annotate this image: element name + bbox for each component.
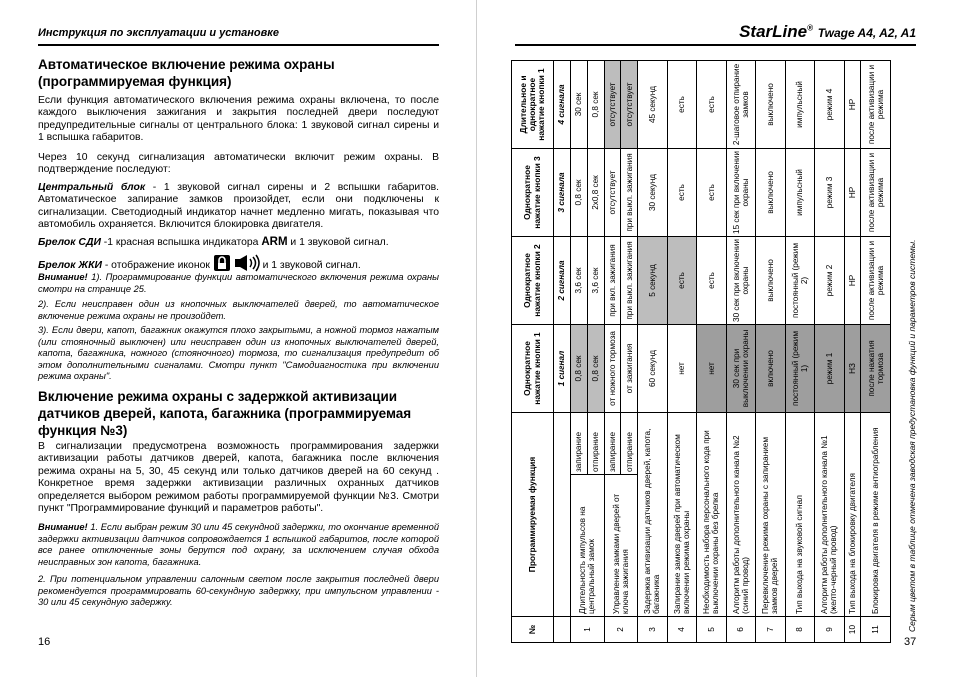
table-row: [604, 60, 621, 642]
cell: 0,8 сек: [570, 148, 587, 236]
section1-note2: 2). Если неисправен один из кнопочных выключателей дверей, то автоматическое включение режима охраны не произойдет.: [38, 299, 439, 321]
cell: режим 4: [815, 60, 844, 148]
sdi-label: Брелок СДИ: [38, 237, 101, 248]
table-row: [815, 60, 844, 642]
cell: 30 сек при выключении охраны: [726, 324, 755, 412]
cell: режим 3: [815, 148, 844, 236]
table-row: [726, 60, 755, 642]
row-func: Задержка активизации датчиков дверей, капота, багажника: [638, 412, 667, 616]
row-sub-label: запирание: [570, 412, 587, 474]
cell: от зажигания: [621, 324, 638, 412]
section1-note1: [38, 272, 439, 295]
row-func: Блокировка двигателя в режиме антиограбления: [861, 412, 891, 616]
row-func: Длительность импульсов на центральный замок: [570, 475, 604, 617]
header-rule-right: [515, 44, 916, 46]
cell: НЗ: [844, 324, 861, 412]
cell: 60 секунд: [638, 324, 667, 412]
cell: 0,8 сек: [587, 60, 604, 148]
cell: НР: [844, 148, 861, 236]
central-unit-text: - 1 звуковой сигнал сирены и 2 вспышки габаритов. Автоматическое запирание замков произойдет, если они подключены к сигнализации. Светодиодный индикатор начнет медленно мигать, показывая что автомобиль охраняется. Включится блокировка двигателя.: [38, 182, 439, 231]
signal-1: 1 сигнал: [554, 324, 571, 412]
row-num: 9: [815, 617, 844, 643]
cell: импульсный: [785, 148, 814, 236]
row-func: Тип выхода на звуковой сигнал: [785, 412, 814, 616]
table-header-row: [512, 60, 554, 642]
section2-note2: 2. При потенциальном управлении салонным светом после закрытия последней двери рекомендуется программировать 60-секундную задержку, при импульсном управлении - 30 или 45 секундную задержку.: [38, 574, 439, 607]
cell: выключено: [756, 60, 785, 148]
row-num: 11: [861, 617, 891, 643]
cell: 3,6 сек: [587, 236, 604, 324]
lcd-text-a: - отображение иконок: [101, 259, 213, 271]
section1-p2: Через 10 секунд сигнализация автоматически включит режим охраны. В подтверждение последуют:: [38, 152, 439, 176]
cell: при выкл. зажигания: [621, 148, 638, 236]
functions-table-wrapper: [511, 63, 891, 643]
signal-3: 3 сигнала: [554, 148, 571, 236]
cell: режим 2: [815, 236, 844, 324]
cell: есть: [667, 60, 696, 148]
cell: 15 сек при включении охраны: [726, 148, 755, 236]
section1-sdi: [38, 236, 439, 249]
right-page: [477, 0, 954, 677]
th-b4: Длительное и однократное нажатие кнопки 1: [512, 60, 554, 148]
cell: 0,8 сек: [587, 324, 604, 412]
cell: при выкл. зажигания: [621, 236, 638, 324]
row-sub-label: запирание: [604, 412, 621, 474]
sdi-text-b: и 1 звуковой сигнал.: [287, 237, 389, 248]
cell: НР: [844, 60, 861, 148]
sdi-text-a: -1 красная вспышка индикатора: [100, 237, 262, 248]
cell: 30 секунд: [638, 148, 667, 236]
row-num: 1: [570, 617, 604, 643]
central-unit-label: Центральный блок: [38, 182, 146, 193]
row-sub-label: отпирание: [587, 412, 604, 474]
row-num: 8: [785, 617, 814, 643]
th-b3: Однократное нажатие кнопки 3: [512, 148, 554, 236]
signal-2: 2 сигнала: [554, 236, 571, 324]
table-row: [667, 60, 696, 642]
cell: есть: [697, 60, 726, 148]
page-header: Инструкция по эксплуатации и установке: [38, 27, 279, 39]
cell: есть: [667, 236, 696, 324]
side-caption: Серым цветом в таблице отмечена заводская предустановка функций и параметров системы.: [907, 239, 917, 632]
row-func: Алгоритм работы дополнительного канала №2 (синий провод): [726, 412, 755, 616]
cell: после активизации и режима: [861, 148, 891, 236]
row-func: Управление замками дверей от ключа зажигания: [604, 475, 638, 617]
table-row: [570, 60, 587, 642]
section1-title: Автоматическое включение режима охраны (программируемая функция): [38, 57, 335, 89]
section2-note1: [38, 522, 439, 568]
cell: нет: [697, 324, 726, 412]
row-num: 4: [667, 617, 696, 643]
cell: постоянный (режим 1): [785, 324, 814, 412]
lcd-label: Брелок ЖКИ: [38, 259, 102, 271]
model-name: Twage A4, A2, A1: [817, 26, 916, 40]
row-num: 2: [604, 617, 638, 643]
cell: отсутствует: [604, 148, 621, 236]
cell: выключено: [756, 148, 785, 236]
arm-indicator: ARM: [261, 236, 288, 248]
row-func: Тип выхода на блокировку двигателя: [844, 412, 861, 616]
table-row: [844, 60, 861, 642]
th-b2: Однократное нажатие кнопки 2: [512, 236, 554, 324]
section1-note3: 3). Если двери, капот, багажник окажутся плохо закрытыми, а ножной тормоз нажатым (или стояночный выключен) или неисправен один из кнопочных выключателей дверей, капота, багажника, ножного (стояночного) тормоза, то сигнализация предупредит об этом дополнительными сигналами. Смотри пункт "Самодиагностика при включении режима охраны".: [38, 325, 439, 381]
cell: НР: [844, 236, 861, 324]
cell: включено: [756, 324, 785, 412]
lcd-text-b: и 1 звуковой сигнал.: [262, 259, 361, 271]
table-row: [756, 60, 785, 642]
th-b1: Однократное нажатие кнопки 1: [512, 324, 554, 412]
cell: есть: [697, 148, 726, 236]
cell: режим 1: [815, 324, 844, 412]
signal-4: 4 сигнала: [554, 60, 571, 148]
cell: 0,8 сек: [570, 324, 587, 412]
note2-text: 1. Если выбран режим 30 или 45 секундной задержки, то окончание временной задержки активизации датчиков сопровождается 1 вспышкой габаритов, после которой все ранее отключенные зоны берутся под охрану, за исключением случая обхода неисправных зон капота, багажника.: [38, 522, 439, 567]
row-sub-label: отпирание: [621, 412, 638, 474]
signals-row: [554, 60, 571, 642]
cell: есть: [667, 148, 696, 236]
row-func: Алгоритм работы дополнительного канала №1 (желто-черный провод): [815, 412, 844, 616]
section1-p1: Если функция автоматического включения режима охраны включена, то после каждого выключения зажигания и закрытия последней двери последуют предупредительные сигналы от центрального блока: 1 звуковой сигнал сирены и 1 вспышка габаритов.: [38, 95, 439, 144]
attention-label-2: Внимание!: [38, 522, 88, 532]
section1-central: [38, 182, 439, 232]
cell: 3,6 сек: [570, 236, 587, 324]
cell: нет: [667, 324, 696, 412]
cell: 5 секунд: [638, 236, 667, 324]
cell: 30 сек: [570, 60, 587, 148]
page-number-right: 37: [904, 636, 917, 648]
section2-title: Включение режима охраны с задержкой активизации датчиков дверей, капота, багажника (программируемая функция №3): [38, 389, 412, 438]
cell: при вкл. зажигания: [604, 236, 621, 324]
cell: от ножного тормоза: [604, 324, 621, 412]
th-num: №: [512, 617, 554, 643]
cell: после активизации и режима: [861, 60, 891, 148]
cell: выключено: [756, 236, 785, 324]
cell: есть: [697, 236, 726, 324]
row-num: 6: [726, 617, 755, 643]
row-num: 3: [638, 617, 667, 643]
table-row: [697, 60, 726, 642]
page-number-left: 16: [38, 636, 51, 648]
cell: 45 секунд: [638, 60, 667, 148]
cell: импульсный: [785, 60, 814, 148]
table-row: [861, 60, 891, 642]
section2-p1: В сигнализации предусмотрена возможность программирования задержки активизации работы датчиков дверей, капота, багажника после включения режима охраны на 5, 30, 45 секунд или только датчиков дверей на 60 секунд . Конкретное время задержки активизации различных охранных датчиков определяется выбором режимом работы программируемой функции №3. Смотри пункт "Программирование функций и параметров работы".: [38, 441, 439, 515]
cell: 2х0,8 сек: [587, 148, 604, 236]
attention-label-1: Внимание!: [38, 272, 88, 282]
th-func: Программируемая функция: [512, 412, 554, 616]
row-func: Перевключение режима охраны с запиранием замков дверей: [756, 412, 785, 616]
cell: после активизации и режима: [861, 236, 891, 324]
cell: отсутствует: [621, 60, 638, 148]
row-func: Необходимость набора персонального кода при выключении охраны без брелка: [697, 412, 726, 616]
cell: постоянный (режим 2): [785, 236, 814, 324]
row-num: 7: [756, 617, 785, 643]
cell: 2-шаговое отпирание замков: [726, 60, 755, 148]
row-num: 10: [844, 617, 861, 643]
row-num: 5: [697, 617, 726, 643]
table-row: [638, 60, 667, 642]
header-rule: [38, 44, 439, 46]
cell: отсутствует: [604, 60, 621, 148]
brand-name: StarLine: [739, 22, 808, 41]
row-func: Запирание замков дверей при автоматическом включении режима охраны: [667, 412, 696, 616]
cell: после нажатия тормоза: [861, 324, 891, 412]
brand-logo: [739, 22, 916, 42]
note1-text: 1). Программирование функции автоматического включения режима охраны смотри на странице 25.: [38, 272, 439, 294]
brand-mark: ®: [807, 23, 814, 33]
functions-table: [511, 60, 891, 643]
cell: 30 сек при включении охраны: [726, 236, 755, 324]
table-row: [785, 60, 814, 642]
